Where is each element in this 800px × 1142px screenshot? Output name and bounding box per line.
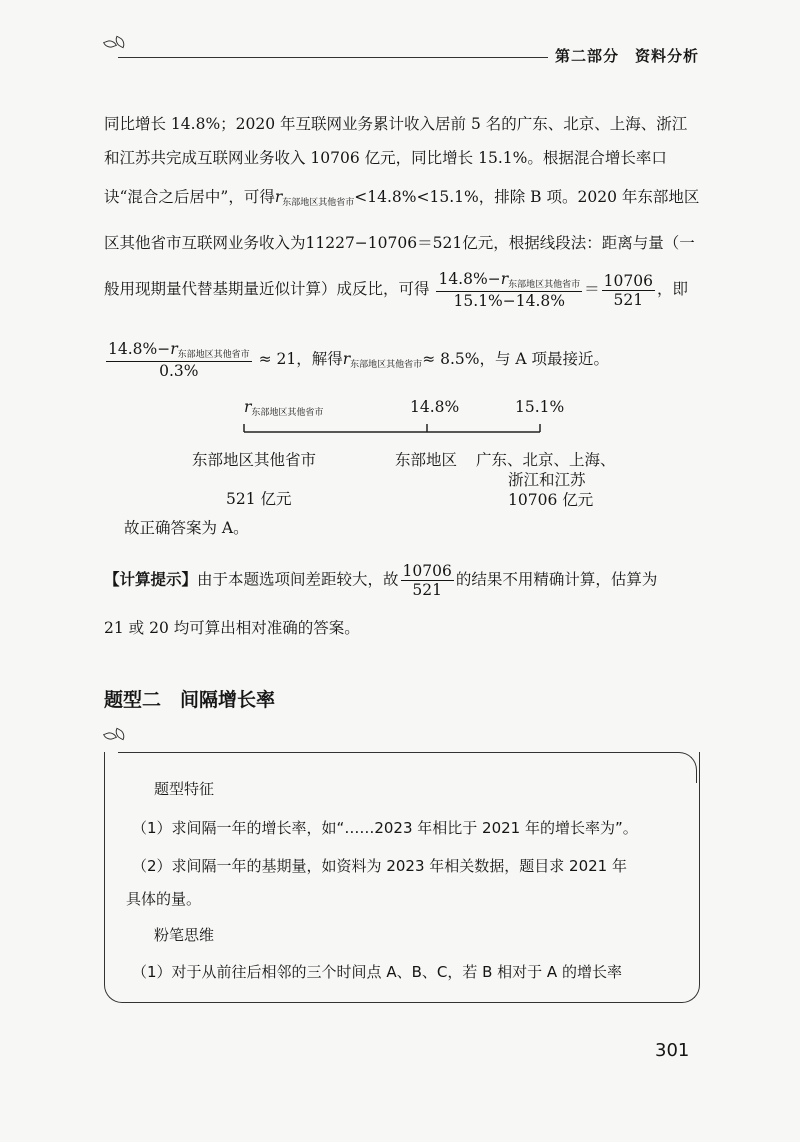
- diagram-label-right-2: 浙江和江苏: [508, 471, 586, 489]
- diagram-label-mid: 东部地区: [395, 451, 458, 469]
- box-item-3: （1）对于从前往后相邻的三个时间点 A、B、C，若 B 相对于 A 的增长率: [132, 963, 622, 981]
- header-title: 第二部分 资料分析: [555, 47, 700, 65]
- segment-line: [240, 420, 550, 440]
- diagram-label-right-1: 广东、北京、上海、: [476, 451, 616, 469]
- tip-line-2: 21 或 20 均可算出相对准确的答案。: [104, 619, 360, 637]
- leaf-icon: [113, 36, 127, 49]
- paragraph-line-5: 般用现期量代替基期量近似计算）成反比，可得 $\frac{\text{14.8\%−r东部地区其他省市}}{15.1\%-14.8\%}$ ＝ $\frac{10706}{521}$ ，即: [104, 270, 688, 310]
- box-item-2-line-1: （2）求间隔一年的基期量，如资料为 2023 年相关数据，题目求 2021 年: [132, 857, 627, 875]
- tip-line-1: 【计算提示】由于本题选项间差距较大，故 $\frac{10706}{521}$ 的结果不用精确计算，估算为: [104, 562, 658, 599]
- diagram-value-left: 521 亿元: [226, 490, 292, 508]
- conclusion: 故正确答案为 A。: [124, 519, 249, 537]
- fraction: $\frac{\text{14.8\%−r东部地区其他省市}}{15.1\%-14.8\%}$: [438, 270, 581, 310]
- diagram-label-left: 东部地区其他省市: [192, 451, 317, 469]
- box-heading-1: 题型特征: [154, 780, 215, 798]
- paragraph-line-4: 区其他省市互联网业务收入为11227−10706＝521亿元，根据线段法：距离与量（一: [104, 234, 695, 252]
- diagram-value-right: 10706 亿元: [508, 491, 594, 509]
- leaf-icon: [113, 728, 127, 741]
- fraction: $\frac{10706}{521}$: [402, 562, 452, 599]
- box-item-1: （1）求间隔一年的增长率，如“……2023 年相比于 2021 年的增长率为”。: [132, 819, 638, 837]
- paragraph-line-6: $\frac{\text{14.8\%−r东部地区其他省市}}{0.3\%}$ ≈ 21，解得r东部地区其他省市≈ 8.5%，与 A 项最接近。: [108, 340, 610, 380]
- paragraph-line-1: 同比增长 14.8%；2020 年互联网业务累计收入居前 5 名的广东、北京、上海、浙江: [104, 115, 688, 133]
- fraction: $\frac{10706}{521}$: [603, 271, 653, 309]
- box-item-2-line-2: 具体的量。: [126, 890, 202, 908]
- tip-label: 【计算提示】: [104, 570, 198, 589]
- header-rule: [118, 57, 548, 58]
- page-number: 301: [655, 1040, 690, 1061]
- paragraph-line-3: 诀“混合之后居中”，可得r东部地区其他省市<14.8%<15.1%，排除 B 项。2020 年东部地区: [104, 188, 700, 208]
- box-heading-2: 粉笔思维: [154, 926, 215, 944]
- section-title: 题型二 间隔增长率: [104, 689, 276, 711]
- diagram-point-2: 15.1%: [515, 398, 565, 416]
- diagram-point-1: 14.8%: [410, 398, 460, 416]
- paragraph-line-2: 和江苏共完成互联网业务收入 10706 亿元，同比增长 15.1%。根据混合增长率口: [104, 149, 667, 167]
- fraction: $\frac{\text{14.8\%−r东部地区其他省市}}{0.3\%}$: [108, 340, 250, 380]
- diagram-r-label: r东部地区其他省市: [244, 398, 324, 418]
